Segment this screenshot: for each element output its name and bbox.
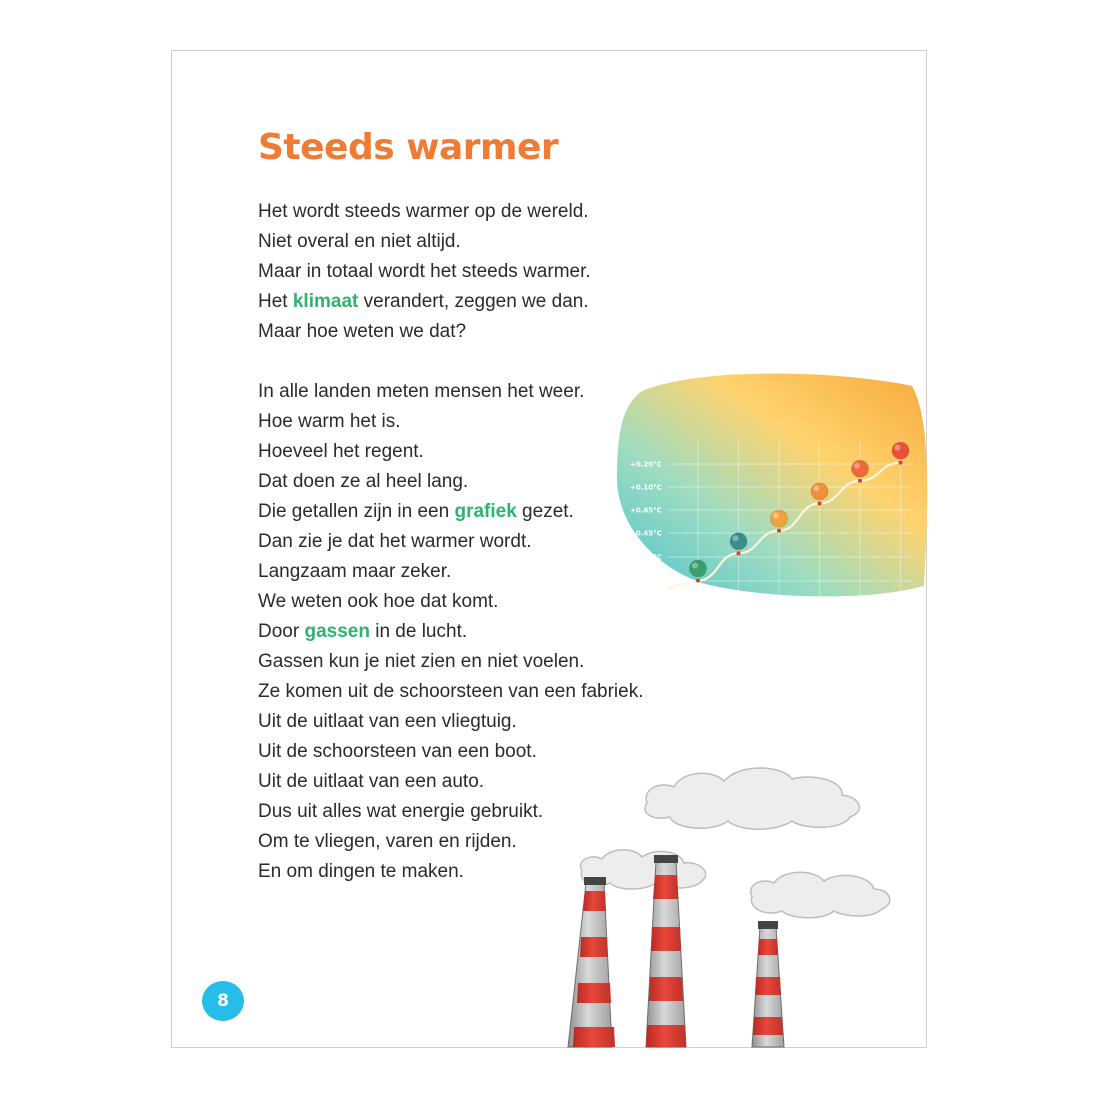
y-tick-label: +0.10°C xyxy=(630,483,662,492)
globe-marker xyxy=(771,510,788,527)
highlighted-word: gassen xyxy=(304,621,370,642)
page-title: Steeds warmer xyxy=(258,127,559,168)
text-fragment: verandert, zeggen we dan. xyxy=(358,291,589,312)
globe-marker xyxy=(730,533,747,550)
text-fragment: Dus uit alles wat energie gebruikt. xyxy=(258,801,544,822)
y-tick-label: +0.25°C xyxy=(630,553,662,562)
text-fragment: Ze komen uit de schoorsteen van een fabriek. xyxy=(258,681,644,702)
text-fragment: Hoe warm het is. xyxy=(258,411,401,432)
text-fragment: gezet. xyxy=(516,501,574,522)
text-line xyxy=(258,227,778,257)
text-fragment: Het wordt steeds warmer op de wereld. xyxy=(258,201,589,222)
text-fragment: Hoeveel het regent. xyxy=(258,441,424,462)
x-tick-label: 1980 xyxy=(769,613,789,621)
text-line xyxy=(258,647,778,677)
y-tick-label: +0.45°C xyxy=(630,529,662,538)
data-point xyxy=(818,501,822,505)
factory-chimneys-icon xyxy=(552,751,926,1047)
data-point xyxy=(777,529,781,533)
text-fragment: Gassen kun je niet zien en niet voelen. xyxy=(258,651,585,672)
text-fragment: Niet overal en niet altijd. xyxy=(258,231,461,252)
text-fragment: Uit de uitlaat van een auto. xyxy=(258,771,485,792)
highlighted-word: klimaat xyxy=(292,291,359,312)
text-fragment: in de lucht. xyxy=(369,621,468,642)
x-tick-label: 2025 xyxy=(890,613,911,621)
globe-highlight xyxy=(692,562,698,568)
x-tick-label: 2000 xyxy=(809,613,830,621)
text-fragment: Door xyxy=(258,621,305,642)
text-fragment: Maar in totaal wordt het steeds warmer. xyxy=(258,261,591,282)
text-fragment: Om te vliegen, varen en rijden. xyxy=(258,831,517,852)
text-fragment: Uit de uitlaat van een vliegtuig. xyxy=(258,711,517,732)
temperature-graph-svg xyxy=(612,361,928,621)
text-fragment: Uit de schoorsteen van een boot. xyxy=(258,741,537,762)
text-line xyxy=(258,317,778,347)
text-line xyxy=(258,257,778,287)
page-number: 8 xyxy=(217,991,229,1011)
globe-highlight xyxy=(895,445,901,451)
x-tick-label: 1880 xyxy=(688,613,708,621)
data-point xyxy=(737,551,741,555)
globe-marker xyxy=(690,560,707,577)
page-number-badge xyxy=(202,981,244,1021)
text-fragment: Het xyxy=(258,291,293,312)
y-tick-label: +0.00°C xyxy=(630,577,662,586)
data-point xyxy=(899,461,903,465)
globe-highlight xyxy=(733,535,739,541)
x-tick-label: 1950 xyxy=(728,613,749,621)
globe-marker xyxy=(852,460,869,477)
text-line xyxy=(258,197,778,227)
text-fragment: We weten ook hoe dat komt. xyxy=(258,591,499,612)
text-fragment: Die getallen zijn in een xyxy=(258,501,455,522)
text-line xyxy=(258,707,778,737)
text-fragment: Dan zie je dat het warmer wordt. xyxy=(258,531,532,552)
text-fragment: En om dingen te maken. xyxy=(258,861,464,882)
text-line xyxy=(258,677,778,707)
text-fragment: Maar hoe weten we dat? xyxy=(258,321,467,342)
temperature-graph xyxy=(612,361,928,621)
text-fragment: Dat doen ze al heel lang. xyxy=(258,471,469,492)
smoke-clouds xyxy=(581,768,890,918)
globe-highlight xyxy=(854,463,860,469)
text-line xyxy=(258,287,778,317)
globe-highlight xyxy=(814,485,820,491)
data-point xyxy=(858,479,862,483)
x-tick-label: 2030 xyxy=(850,613,870,621)
paragraph-1 xyxy=(258,197,778,347)
y-tick-label: +0.65°C xyxy=(630,506,662,515)
globe-highlight xyxy=(773,513,779,519)
factory-chimneys-illustration xyxy=(552,751,926,1047)
highlighted-word: grafiek xyxy=(454,501,517,522)
y-tick-label: +0.20°C xyxy=(630,460,662,469)
text-line xyxy=(258,617,778,647)
text-fragment: Langzaam maar zeker. xyxy=(258,561,452,582)
globe-marker xyxy=(892,442,909,459)
text-fragment: In alle landen meten mensen het weer. xyxy=(258,381,585,402)
chimney-left xyxy=(568,877,615,1047)
graph-background-blob xyxy=(617,374,927,597)
data-point xyxy=(696,578,700,582)
chimney-right xyxy=(752,921,784,1047)
globe-marker xyxy=(811,483,828,500)
book-page xyxy=(171,50,927,1048)
